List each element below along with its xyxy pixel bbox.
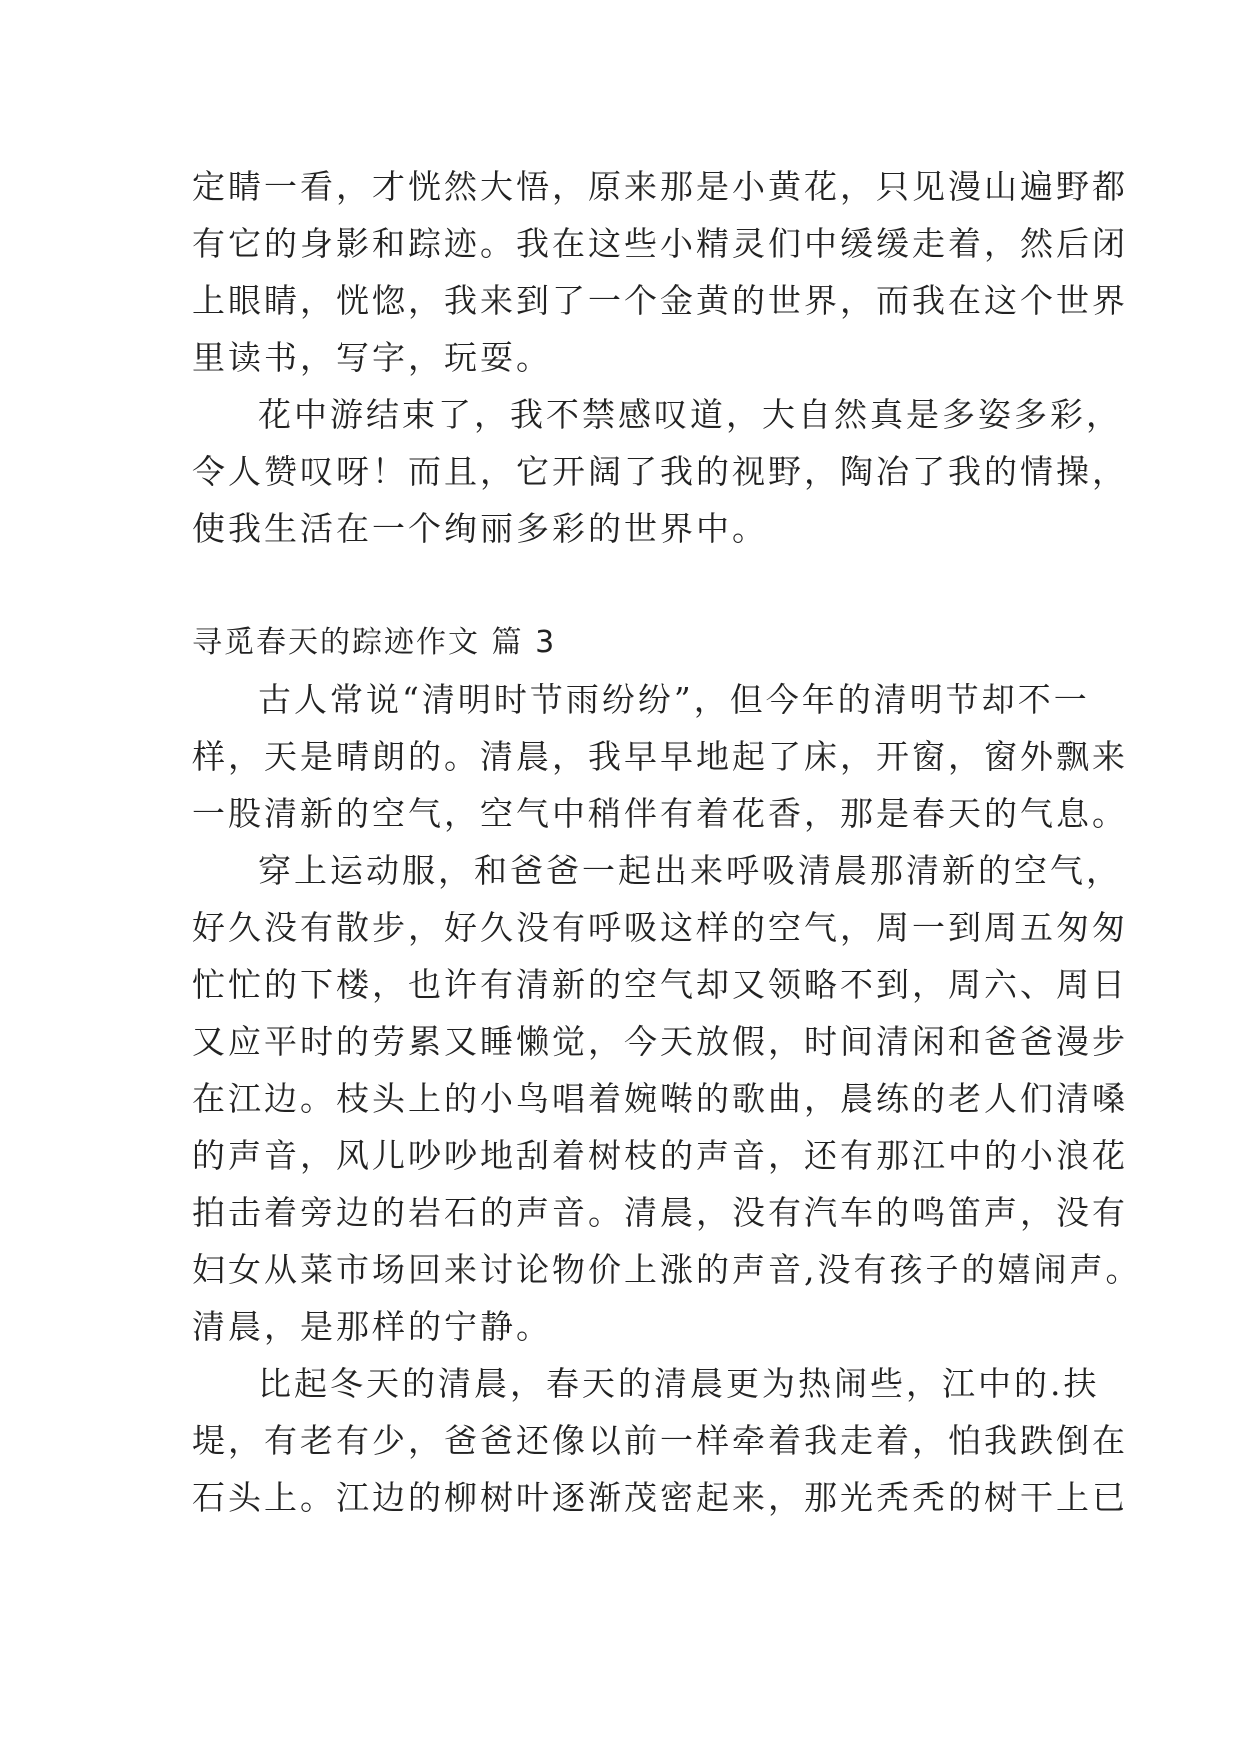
paragraph-2 — [192, 386, 1128, 557]
text-line: 堤，有老有少，爸爸还像以前一样牵着我走着，怕我跌倒在 — [192, 1421, 1128, 1460]
text-line: 使我生活在一个绚丽多彩的世界中。 — [192, 509, 768, 548]
text-line: 忙忙的下楼，也许有清新的空气却又领略不到，周六、周日 — [192, 965, 1128, 1004]
text-line: 样，天是晴朗的。清晨，我早早地起了床，开窗，窗外飘来 — [192, 737, 1128, 776]
paragraph-4 — [192, 842, 1142, 1355]
text-line: 石头上。江边的柳树叶逐渐茂密起来，那光秃秃的树干上已 — [192, 1478, 1128, 1517]
paragraph-3 — [192, 671, 1128, 842]
paragraph-5 — [192, 1355, 1128, 1526]
text-line: 里读书，写字，玩耍。 — [192, 338, 552, 377]
text-line: 上眼睛，恍惚，我来到了一个金黄的世界，而我在这个世界 — [192, 281, 1128, 320]
text-line: 在江边。枝头上的小鸟唱着婉啭的歌曲，晨练的老人们清嗓 — [192, 1079, 1128, 1118]
text-line: 古人常说“清明时节雨纷纷”，但今年的清明节却不一 — [258, 680, 1090, 719]
text-line: 妇女从菜市场回来讨论物价上涨的声音,没有孩子的嬉闹声。 — [192, 1250, 1142, 1289]
section-heading: 寻觅春天的踪迹作文 篇 3 — [192, 625, 557, 660]
essay-body — [192, 158, 1142, 1526]
text-line: 令人赞叹呀！而且，它开阔了我的视野，陶冶了我的情操， — [192, 452, 1128, 491]
text-line: 花中游结束了，我不禁感叹道，大自然真是多姿多彩， — [258, 395, 1122, 434]
text-line: 拍击着旁边的岩石的声音。清晨，没有汽车的鸣笛声，没有 — [192, 1193, 1128, 1232]
text-line: 好久没有散步，好久没有呼吸这样的空气，周一到周五匆匆 — [192, 908, 1128, 947]
text-line: 比起冬天的清晨，春天的清晨更为热闹些，江中的.扶 — [258, 1364, 1100, 1403]
paragraph-1 — [192, 158, 1128, 386]
text-line: 清晨，是那样的宁静。 — [192, 1307, 552, 1346]
text-line: 一股清新的空气，空气中稍伴有着花香，那是春天的气息。 — [192, 794, 1128, 833]
text-line: 有它的身影和踪迹。我在这些小精灵们中缓缓走着，然后闭 — [192, 224, 1128, 263]
text-line: 的声音，风儿吵吵地刮着树枝的声音，还有那江中的小浪花 — [192, 1136, 1128, 1175]
text-line: 定睛一看，才恍然大悟，原来那是小黄花，只见漫山遍野都 — [192, 167, 1128, 206]
text-line: 穿上运动服，和爸爸一起出来呼吸清晨那清新的空气， — [258, 851, 1122, 890]
text-line: 又应平时的劳累又睡懒觉，今天放假，时间清闲和爸爸漫步 — [192, 1022, 1128, 1061]
